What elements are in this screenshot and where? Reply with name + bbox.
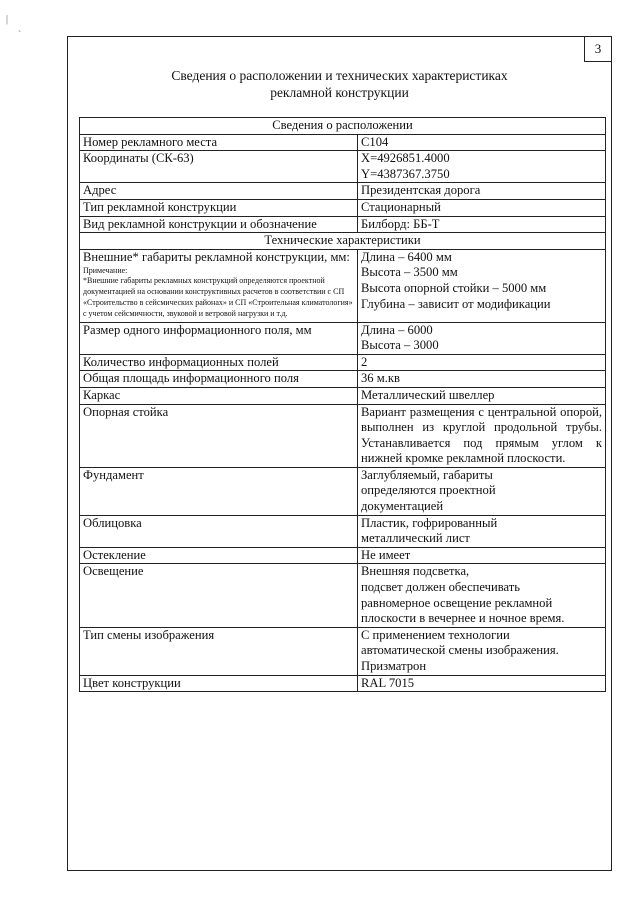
row-value-line: Высота – 3500 мм: [361, 265, 458, 280]
title-line-1: Сведения о расположении и технических характеристиках: [171, 68, 508, 83]
row-value: [358, 387, 606, 404]
row-value-line: Высота опорной стойки – 5000 мм: [361, 280, 547, 295]
table-row: [80, 404, 606, 467]
location-section-header: Сведения о расположении: [80, 118, 606, 135]
table-row: [80, 151, 606, 183]
row-label: Размер одного информационного поля, мм: [80, 322, 358, 354]
row-value: [358, 134, 606, 151]
table-row: [80, 627, 606, 675]
table-row: [80, 467, 606, 515]
row-value: [358, 404, 606, 467]
table-row: [80, 564, 606, 627]
row-label: Каркас: [80, 387, 358, 404]
row-label: Вид рекламной конструкции и обозначение: [80, 216, 358, 233]
row-value: [358, 183, 606, 200]
table-row: [80, 199, 606, 216]
row-value: [358, 371, 606, 388]
row-value: [358, 322, 606, 354]
row-value: [358, 564, 606, 627]
row-value-line: подсвет должен обеспечивать: [361, 580, 521, 595]
row-label: Тип рекламной конструкции: [80, 199, 358, 216]
section-header-row: [80, 118, 606, 135]
row-label: Координаты (СК-63): [80, 151, 358, 183]
row-value-line: плоскости в вечернее и ночное время.: [361, 611, 565, 626]
row-label: Количество информационных полей: [80, 354, 358, 371]
row-label: Фундамент: [80, 467, 358, 515]
row-value-line: Вариант размещения с центральной опорой, выполнен из круглой продольной трубы. Устанавливается под прямым углом к нижней кромке рекламной плоскости.: [361, 404, 602, 466]
row-value-line: определяются проектной: [361, 483, 496, 498]
row-value-line: документацией: [361, 499, 444, 514]
row-value-line: Стационарный: [361, 199, 441, 214]
row-value: [358, 249, 606, 322]
document-title: [68, 67, 611, 101]
row-label: Опорная стойка: [80, 404, 358, 467]
row-value-line: Пластик, гофрированный: [361, 515, 498, 530]
row-value-line: автоматической смены изображения.: [361, 643, 559, 658]
row-value-line: Президентская дорога: [361, 183, 481, 198]
table-row: [80, 675, 606, 692]
scan-mark: ˋ: [18, 30, 22, 41]
row-value-line: RAL 7015: [361, 675, 415, 690]
row-value-line: Металлический швеллер: [361, 387, 495, 402]
row-value: [358, 151, 606, 183]
row-label: Номер рекламного места: [80, 134, 358, 151]
row-value-line: Y=4387367.3750: [361, 166, 450, 181]
row-value-line: X=4926851.4000: [361, 151, 450, 166]
row-value: [358, 467, 606, 515]
scan-mark: |: [6, 14, 9, 25]
note-title: Примечание:: [83, 266, 128, 276]
row-label: [80, 249, 358, 322]
table-row: [80, 547, 606, 564]
row-label: Освещение: [80, 564, 358, 627]
row-value-line: Длина – 6000: [361, 322, 433, 337]
table-row: [80, 387, 606, 404]
row-value-line: Призматрон: [361, 659, 427, 673]
row-value-line: Длина – 6400 мм: [361, 249, 452, 264]
table-row: [80, 515, 606, 547]
row-value-line: Билборд: ББ-Т: [361, 216, 440, 231]
row-value: [358, 354, 606, 371]
row-value: [358, 675, 606, 692]
row-value-line: С104: [361, 134, 389, 149]
specification-table: [79, 117, 606, 692]
row-value-line: С применением технологии: [361, 627, 510, 642]
row-label: Цвет конструкции: [80, 675, 358, 692]
section-header-row: [80, 233, 606, 250]
row-label: Общая площадь информационного поля: [80, 371, 358, 388]
dimensions-label: Внешние* габариты рекламной конструкции, мм:: [83, 249, 350, 264]
row-value-line: Внешняя подсветка,: [361, 564, 470, 579]
row-value: [358, 199, 606, 216]
table-row: [80, 371, 606, 388]
row-value-line: Глубина – зависит от модификации: [361, 296, 551, 311]
row-label: Адрес: [80, 183, 358, 200]
row-value-line: Заглубляемый, габариты: [361, 467, 493, 482]
row-value: [358, 515, 606, 547]
row-value-line: равномерное освещение рекламной: [361, 595, 553, 610]
table-row: [80, 322, 606, 354]
row-value: [358, 547, 606, 564]
row-label: Остекление: [80, 547, 358, 564]
row-value: [358, 627, 606, 675]
table-row: [80, 183, 606, 200]
table-row: [80, 216, 606, 233]
row-value-line: 36 м.кв: [361, 371, 400, 386]
row-value-line: 2: [361, 354, 368, 369]
title-line-2: рекламной конструкции: [270, 85, 409, 100]
technical-section-header: Технические характеристики: [80, 233, 606, 250]
row-label: Тип смены изображения: [80, 627, 358, 675]
table-row: [80, 354, 606, 371]
page-frame: [67, 36, 612, 871]
row-label: Облицовка: [80, 515, 358, 547]
page-number: 3: [584, 36, 612, 62]
table-row: [80, 134, 606, 151]
note-text: *Внешние габариты рекламных конструкций определяются проектной документацией на основании конструктивных расчетов в соответствии с СП «Строительство в сейсмических районах» и СП «Строительная климатология» с учетом сейсмичности, звуковой и ветровой нагрузки и т.д.: [83, 276, 353, 318]
row-value-line: Высота – 3000: [361, 338, 439, 353]
row-value-line: металлический лист: [361, 531, 470, 546]
row-value-line: Не имеет: [361, 547, 411, 562]
row-value: [358, 216, 606, 233]
table-row-dimensions: [80, 249, 606, 322]
